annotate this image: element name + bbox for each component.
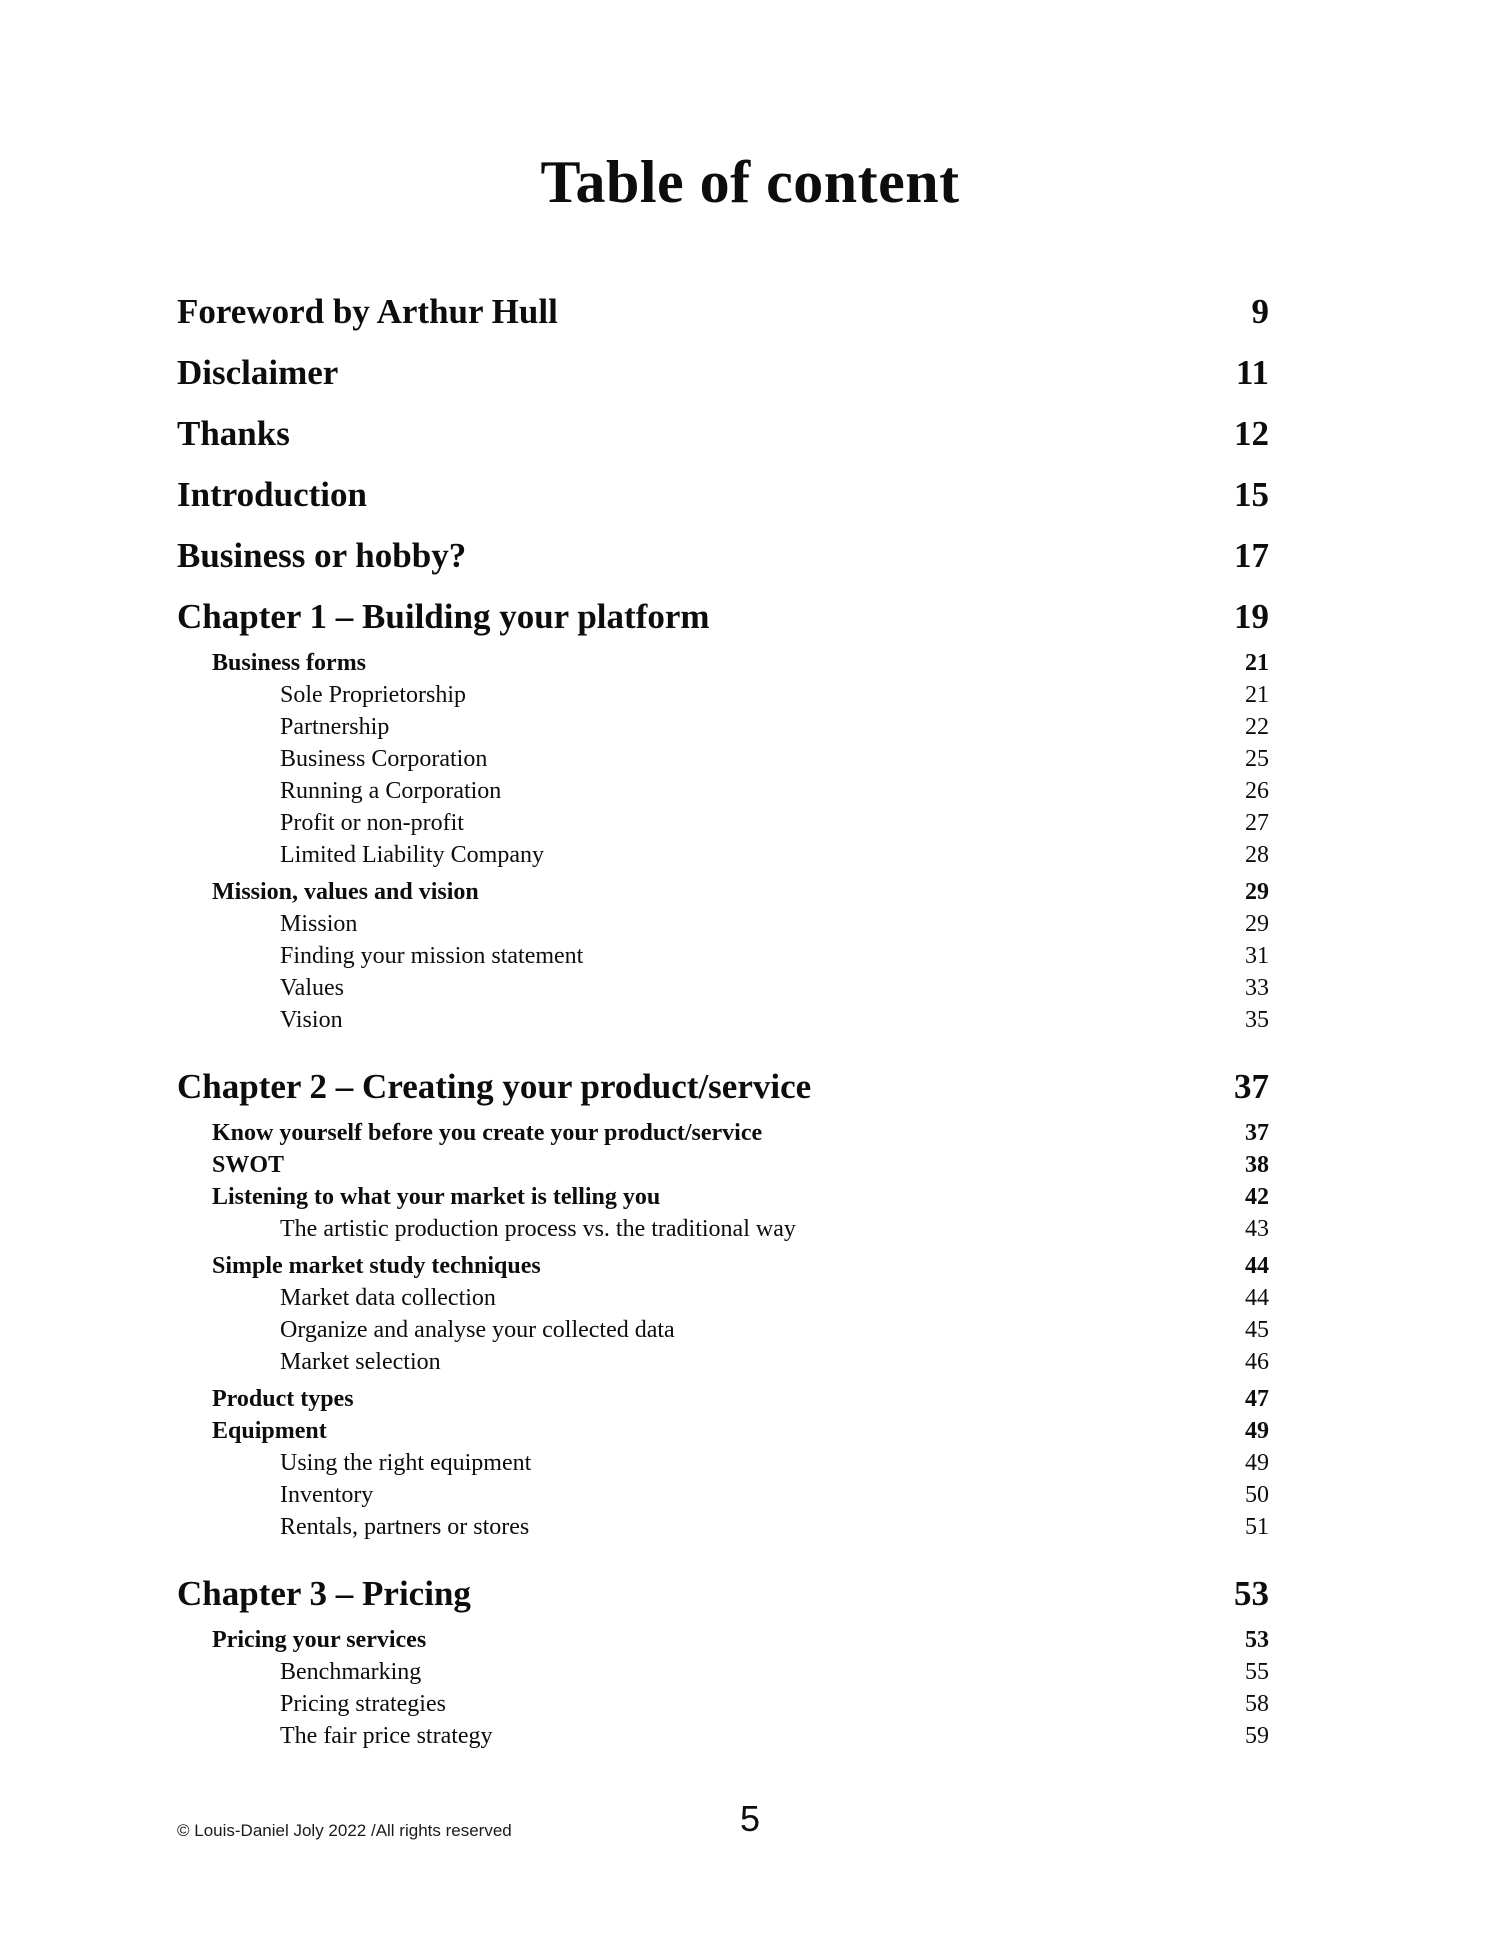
toc-entry-page: 59 bbox=[1245, 1723, 1269, 1749]
toc-entry-label: Partnership bbox=[280, 714, 390, 740]
toc-entry-page: 55 bbox=[1245, 1659, 1269, 1685]
toc-entry-page: 33 bbox=[1245, 975, 1269, 1001]
toc-entry-page: 46 bbox=[1245, 1349, 1269, 1375]
toc-entry-page: 11 bbox=[1235, 353, 1269, 392]
toc-entry-page: 44 bbox=[1245, 1253, 1269, 1279]
toc-entry bbox=[0, 1213, 1269, 1245]
toc-entry-page: 26 bbox=[1245, 778, 1269, 804]
toc-entry bbox=[0, 474, 1269, 516]
toc-entry-page: 38 bbox=[1245, 1152, 1269, 1178]
toc-entry-label: Product types bbox=[212, 1386, 354, 1412]
toc-entry-label: Chapter 1 – Building your platform bbox=[177, 597, 710, 636]
toc-entry-label: The artistic production process vs. the traditional way bbox=[280, 1216, 796, 1242]
toc-entry-page: 9 bbox=[1251, 292, 1269, 331]
toc-entry-page: 37 bbox=[1245, 1120, 1269, 1146]
toc-entry bbox=[0, 743, 1269, 775]
toc-entry bbox=[0, 352, 1269, 394]
toc-entry-page: 49 bbox=[1245, 1418, 1269, 1444]
toc-entry-page: 15 bbox=[1234, 475, 1269, 514]
toc-entry-label: Running a Corporation bbox=[280, 778, 502, 804]
toc-entry bbox=[0, 972, 1269, 1004]
toc-entry-label: Market selection bbox=[280, 1349, 441, 1375]
toc-entry-label: SWOT bbox=[212, 1152, 285, 1178]
table-of-contents bbox=[0, 291, 1500, 1752]
toc-entry-page: 35 bbox=[1245, 1007, 1269, 1033]
toc-entry bbox=[0, 1479, 1269, 1511]
toc-entry-label: Vision bbox=[280, 1007, 343, 1033]
toc-entry-label: Pricing strategies bbox=[280, 1691, 446, 1717]
toc-entry-label: Benchmarking bbox=[280, 1659, 422, 1685]
toc-entry bbox=[0, 1573, 1269, 1615]
toc-entry-label: Thanks bbox=[177, 414, 290, 453]
toc-entry bbox=[0, 876, 1269, 908]
toc-entry-label: Values bbox=[280, 975, 344, 1001]
toc-entry bbox=[0, 1066, 1269, 1108]
toc-entry bbox=[0, 1181, 1269, 1213]
toc-entry-page: 51 bbox=[1245, 1514, 1269, 1540]
toc-entry-page: 43 bbox=[1245, 1216, 1269, 1242]
toc-entry bbox=[0, 1117, 1269, 1149]
page-title: Table of content bbox=[540, 149, 960, 215]
toc-entry-page: 31 bbox=[1245, 943, 1269, 969]
toc-entry-page: 19 bbox=[1234, 597, 1269, 636]
toc-entry-page: 58 bbox=[1245, 1691, 1269, 1717]
toc-entry-label: Rentals, partners or stores bbox=[280, 1514, 530, 1540]
toc-entry-label: The fair price strategy bbox=[280, 1723, 493, 1749]
toc-entry bbox=[0, 807, 1269, 839]
toc-entry bbox=[0, 1004, 1269, 1036]
toc-entry-page: 44 bbox=[1245, 1285, 1269, 1311]
copyright-text: © Louis-Daniel Joly 2022 /All rights reserved bbox=[177, 1821, 512, 1840]
toc-entry-label: Know yourself before you create your product/service bbox=[212, 1120, 763, 1146]
toc-entry bbox=[0, 1314, 1269, 1346]
toc-entry-label: Inventory bbox=[280, 1482, 374, 1508]
toc-entry bbox=[0, 413, 1269, 455]
toc-entry-page: 22 bbox=[1245, 714, 1269, 740]
toc-entry-page: 21 bbox=[1245, 650, 1269, 676]
toc-entry-label: Business Corporation bbox=[280, 746, 488, 772]
toc-entry-label: Introduction bbox=[177, 475, 367, 514]
toc-entry bbox=[0, 908, 1269, 940]
toc-entry-label: Simple market study techniques bbox=[212, 1253, 541, 1279]
toc-entry-page: 50 bbox=[1245, 1482, 1269, 1508]
toc-entry-label: Organize and analyse your collected data bbox=[280, 1317, 675, 1343]
toc-entry-label: Finding your mission statement bbox=[280, 943, 584, 969]
toc-entry bbox=[0, 1656, 1269, 1688]
toc-entry-page: 42 bbox=[1245, 1184, 1269, 1210]
toc-entry bbox=[0, 1383, 1269, 1415]
toc-entry-label: Disclaimer bbox=[177, 353, 339, 392]
toc-entry bbox=[0, 679, 1269, 711]
toc-entry-label: Listening to what your market is telling you bbox=[212, 1184, 661, 1210]
toc-entry-page: 12 bbox=[1234, 414, 1269, 453]
toc-entry-label: Chapter 3 – Pricing bbox=[177, 1574, 471, 1613]
toc-entry-label: Business forms bbox=[212, 650, 367, 676]
toc-entry bbox=[0, 647, 1269, 679]
toc-entry-page: 17 bbox=[1234, 536, 1269, 575]
toc-entry bbox=[0, 1415, 1269, 1447]
toc-entry-label: Sole Proprietorship bbox=[280, 682, 466, 708]
toc-entry bbox=[0, 839, 1269, 871]
toc-entry-page: 27 bbox=[1245, 810, 1269, 836]
toc-entry-page: 53 bbox=[1234, 1574, 1269, 1613]
toc-entry-label: Foreword by Arthur Hull bbox=[177, 292, 558, 331]
toc-entry bbox=[0, 1149, 1269, 1181]
toc-entry bbox=[0, 1511, 1269, 1543]
toc-entry-page: 29 bbox=[1245, 879, 1269, 905]
toc-entry-label: Mission bbox=[280, 911, 358, 937]
toc-entry bbox=[0, 291, 1269, 333]
toc-entry-page: 49 bbox=[1245, 1450, 1269, 1476]
toc-entry-page: 25 bbox=[1245, 746, 1269, 772]
toc-entry-label: Mission, values and vision bbox=[212, 879, 479, 905]
toc-entry-page: 28 bbox=[1245, 842, 1269, 868]
toc-entry bbox=[0, 711, 1269, 743]
toc-entry bbox=[0, 1624, 1269, 1656]
toc-entry bbox=[0, 1720, 1269, 1752]
toc-entry bbox=[0, 1688, 1269, 1720]
toc-entry bbox=[0, 1346, 1269, 1378]
toc-entry-label: Chapter 2 – Creating your product/service bbox=[177, 1067, 812, 1106]
toc-entry-label: Pricing your services bbox=[212, 1627, 427, 1653]
toc-entry-label: Profit or non-profit bbox=[280, 810, 464, 836]
toc-entry-label: Market data collection bbox=[280, 1285, 496, 1311]
toc-entry-page: 37 bbox=[1234, 1067, 1269, 1106]
toc-entry-label: Using the right equipment bbox=[280, 1450, 532, 1476]
toc-entry bbox=[0, 775, 1269, 807]
toc-entry-label: Equipment bbox=[212, 1418, 327, 1444]
toc-entry-page: 53 bbox=[1245, 1627, 1269, 1653]
toc-entry bbox=[0, 1250, 1269, 1282]
toc-entry bbox=[0, 1282, 1269, 1314]
toc-entry-page: 45 bbox=[1245, 1317, 1269, 1343]
toc-entry-page: 47 bbox=[1245, 1386, 1269, 1412]
toc-entry bbox=[0, 1447, 1269, 1479]
toc-entry-label: Limited Liability Company bbox=[280, 842, 544, 868]
toc-entry bbox=[0, 596, 1269, 638]
toc-entry bbox=[0, 940, 1269, 972]
toc-entry-page: 29 bbox=[1245, 911, 1269, 937]
toc-entry-label: Business or hobby? bbox=[177, 536, 467, 575]
toc-entry bbox=[0, 535, 1269, 577]
toc-entry-page: 21 bbox=[1245, 682, 1269, 708]
page-number: 5 bbox=[739, 1798, 761, 1839]
